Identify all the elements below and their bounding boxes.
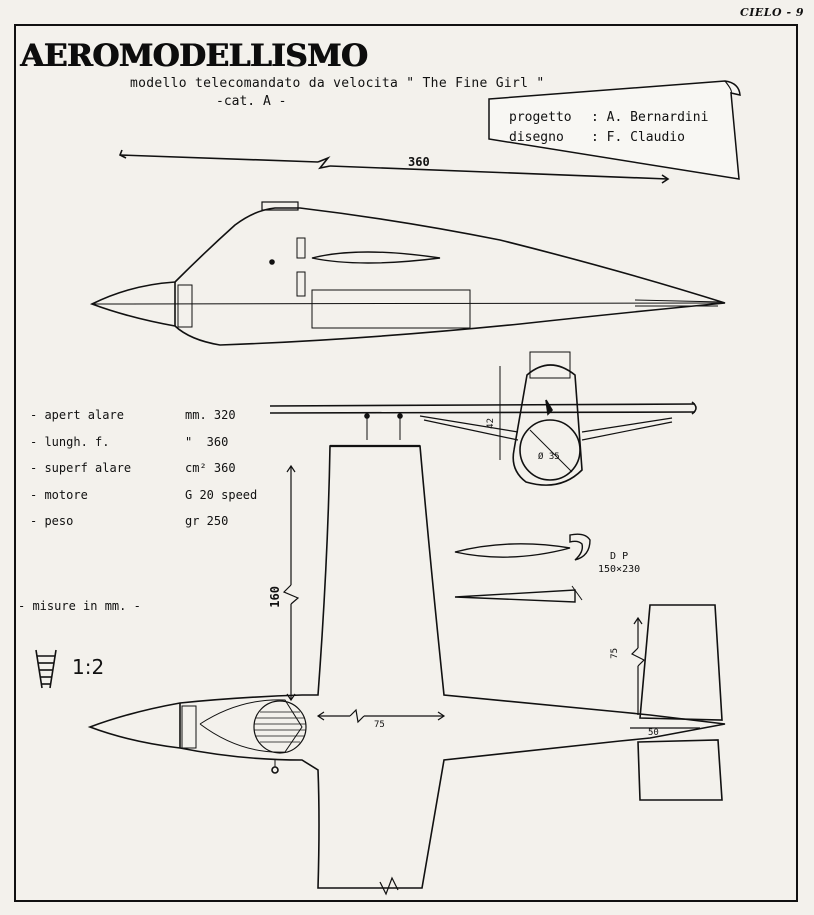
spec-value: cm² 360 xyxy=(185,461,236,475)
units-note: - misure in mm. - xyxy=(18,599,141,613)
spec-label: - apert alare xyxy=(30,408,124,422)
spinner-diameter-label: Ø 35 xyxy=(538,452,560,462)
wing-section-profiles xyxy=(455,534,590,602)
drawing-value: : F. Claudio xyxy=(591,130,685,145)
project-value: : A. Bernardini xyxy=(591,110,709,125)
wing-chord-label: 75 xyxy=(374,720,385,730)
model-subtitle: modello telecomandato da velocita " The Fine Girl " xyxy=(130,76,545,91)
wing-span-dimension xyxy=(284,466,298,700)
spec-value: G 20 speed xyxy=(185,487,258,502)
spec-value: " 360 xyxy=(185,434,229,449)
project-label: progetto xyxy=(509,110,572,125)
propeller-dim-value: 150×230 xyxy=(598,564,641,575)
model-category: -cat. A - xyxy=(216,94,287,109)
drawing-label: disegno xyxy=(509,130,564,145)
ladder-scale-icon xyxy=(36,650,56,688)
spec-value: mm. 320 xyxy=(185,408,236,422)
overall-length-label: 360 xyxy=(408,155,430,169)
front-view xyxy=(270,352,696,485)
scale-label: 1:2 xyxy=(72,655,105,679)
spec-value: gr 250 xyxy=(185,514,229,528)
propeller-dimensions xyxy=(598,550,640,576)
page-title: AEROMODELLISMO xyxy=(20,38,368,74)
spec-label: - lungh. f. xyxy=(30,434,110,449)
length-dimension-line xyxy=(120,150,668,183)
page-header: CIELO - 9 xyxy=(740,6,804,19)
fuselage-height-label: 42 xyxy=(486,418,496,429)
wing-span-label: 160 xyxy=(268,586,282,608)
side-view-fuselage xyxy=(92,202,725,345)
propeller-dim-header: D P xyxy=(610,551,629,562)
tail-chord-label: 50 xyxy=(648,728,659,738)
spec-label: - motore xyxy=(30,487,88,502)
spec-label: - peso xyxy=(30,514,74,528)
fin-height-label: 75 xyxy=(610,648,620,659)
spec-label: - superf alare xyxy=(30,461,132,475)
